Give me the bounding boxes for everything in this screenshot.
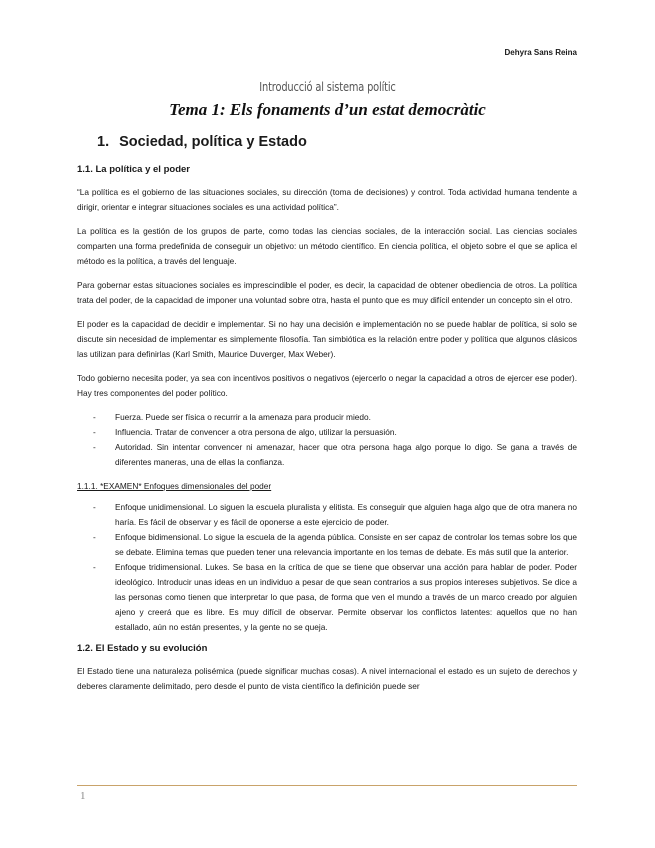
course-subject: Introducció al sistema polític [259,80,396,94]
subsection-heading-state-evolution: 1.2. El Estado y su evolución [77,643,208,654]
paragraph: La política es la gestión de los grupos de parte, como todas las ciencias sociales, de la interacción social. Las ciencias sociales comparten una forma predefinida de conseguir un objetivo: un método científico. En ciencia política, el objeto sobre el que se aplica el método es la política, a través del lenguaje. [77,226,577,266]
footer-divider [77,785,577,786]
list-item: - Fuerza. Puede ser física o recurrir a la amenaza para producir miedo. [77,410,577,425]
list-item: - Enfoque tridimensional. Lukes. Se basa en la crítica de que se tiene que observar una acción para hablar de poder. Poder ideológico. Introducir unas ideas en un individuo a pesar de que sean contrarios a sus propios intereses subjetivos. Se dice a las personas como tienen que interpretar lo que pasa, de forma que ven el mundo a través de un marco creado por alguien ajeno y creerá que es libre. Es muy difícil de observar. Permite observar los conflictos latentes: aquellos que no han estallado, aún no están presentes, y la gente no se queja. [93,562,577,632]
power-components-list [77,410,577,470]
topic-title: Tema 1: Els fonaments d’un estat democràtic [169,100,486,119]
document-body [77,134,577,703]
section-title: Sociedad, política y Estado [119,134,307,150]
list-item: - Enfoque unidimensional. Lo siguen la escuela pluralista y elitista. Es conseguir que alguien haga algo que de otra manera no haría. Es fácil de observar y es fácil de oponerse a este ejercicio de poder. [93,502,577,527]
list-item: - Enfoque bidimensional. Lo sigue la escuela de la agenda pública. Consiste en ser capaz de controlar los temas sobre los que se debate. Elimina temas que pueden tener una relevancia importante en los temas de debate. Es más sutil que la anterior. [93,532,577,557]
power-dimensions-list [77,500,577,635]
paragraph: El Estado tiene una naturaleza polisémica (puede significar muchas cosas). A nivel internacional el estado es un sujeto de derechos y deberes claramente delimitado, pero desde el punto de vista científico la definición puede ser [77,666,577,691]
paragraph-quote: “La política es el gobierno de las situaciones sociales, su dirección (toma de decisiones) y control. Toda actividad humana tendente a dirigir, orientar e integrar situaciones sociales es una actividad política”. [77,187,577,212]
paragraph: El poder es la capacidad de decidir e implementar. Si no hay una decisión e implementación no se puede hablar de política, si solo se discute sin necesidad de implementar es simplemente filosofía. Tan simbiótica es la relación entre poder y política que algunos clásicos las utilizan para definirlas (Karl Smith, Maurice Duverger, Max Weber). [77,319,577,359]
author-name: Dehyra Sans Reina [504,48,577,57]
dash-bullet: - [93,502,96,512]
list-item: - Influencia. Tratar de convencer a otra persona de algo, utilizar la persuasión. [77,425,577,440]
dash-bullet: - [93,442,96,452]
dash-bullet: - [93,412,96,422]
section-heading [97,134,577,150]
subsubsection-heading-power-dimensions: 1.1.1. *EXAMEN* Enfoques dimensionales del poder [77,481,272,491]
subsection-heading-politics-power: 1.1. La política y el poder [77,164,190,175]
dash-bullet: - [93,562,96,572]
list-item: - Autoridad. Sin intentar convencer ni amenazar, hacer que otra persona haga algo porque lo digo. Se gana a través de diferentes maneras, una de ellas la confianza. [93,442,577,467]
paragraph: Para gobernar estas situaciones sociales es imprescindible el poder, es decir, la capacidad de obtener obediencia de otros. La política trata del poder, de la capacidad de imponer una voluntad sobre otra, hasta el punto que es muy difícil entender un concepto sin el otro. [77,280,577,305]
paragraph: Todo gobierno necesita poder, ya sea con incentivos positivos o negativos (ejercerlo o negar la capacidad a otros de ejercer ese poder). Hay tres componentes del poder político. [77,373,577,398]
dash-bullet: - [93,532,96,542]
section-number: 1. [97,134,110,150]
dash-bullet: - [93,427,96,437]
page-number: 1 [80,790,86,802]
